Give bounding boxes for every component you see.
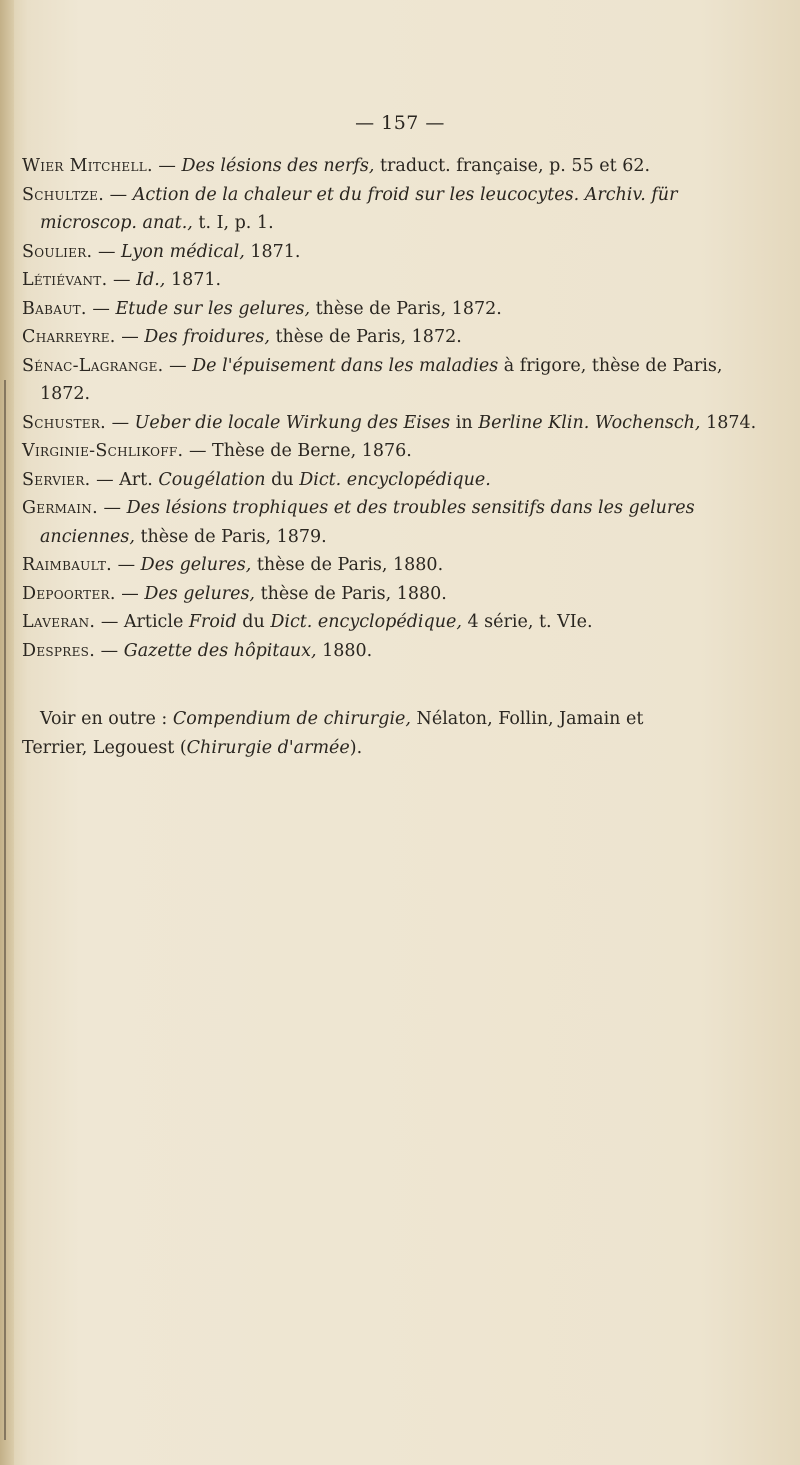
bibliography-entry: Schuster. — Ueber die locale Wirkung des Eises in Berline Klin. Wochensch, 1874. [22,412,757,433]
bibliography-entry: Wier Mitchell. — Des lésions des nerfs, traduct. française, p. 55 et 62. [22,156,651,176]
bibliography-list [22,152,770,665]
bibliography-entry: Schultze. — Action de la chaleur et du froid sur les leucocytes. Archiv. für microscop. anat., t. I, p. 1. [22,184,678,233]
see-also-line-2: Terrier, Legouest (Chirurgie d'armée). [22,737,363,758]
bibliography-entry: Servier. — Art. Cougélation du Dict. encyclopédique. [22,469,491,490]
binding-edge-line [4,380,6,1440]
see-also-line-1: Voir en outre : Compendium de chirurgie, Nélaton, Follin, Jamain et [40,709,644,729]
bibliography-entry: Virginie-Schlikoff. — Thèse de Berne, 1876. [22,441,412,461]
bibliography-entry: Germain. — Des lésions trophiques et des troubles sensitifs dans les gelures anciennes, thèse de Paris, 1879. [22,498,695,547]
bibliography-entry: Babaut. — Etude sur les gelures, thèse de Paris, 1872. [22,298,502,319]
bibliography-entry: Soulier. — Lyon médical, 1871. [22,241,301,262]
bibliography-entry: Sénac-Lagrange. — De l'épuisement dans les maladies à frigore, thèse de Paris, 1872. [22,355,723,404]
bibliography-entry: Despres. — Gazette des hôpitaux, 1880. [22,640,373,661]
see-also-note [22,705,775,762]
page-number: — 157 — [355,112,445,134]
bibliography-entry: Raimbault. — Des gelures, thèse de Paris, 1880. [22,555,444,575]
page-edge-shadow [0,0,14,1465]
bibliography-entry: Laveran. — Article Froid du Dict. encyclopédique, 4 série, t. VIe. [22,612,593,632]
bibliography-entry: Létiévant. — Id., 1871. [22,270,222,290]
bibliography-entry: Depoorter. — Des gelures, thèse de Paris, 1880. [22,583,447,604]
bibliography-entry: Charreyre. — Des froidures, thèse de Paris, 1872. [22,327,462,347]
